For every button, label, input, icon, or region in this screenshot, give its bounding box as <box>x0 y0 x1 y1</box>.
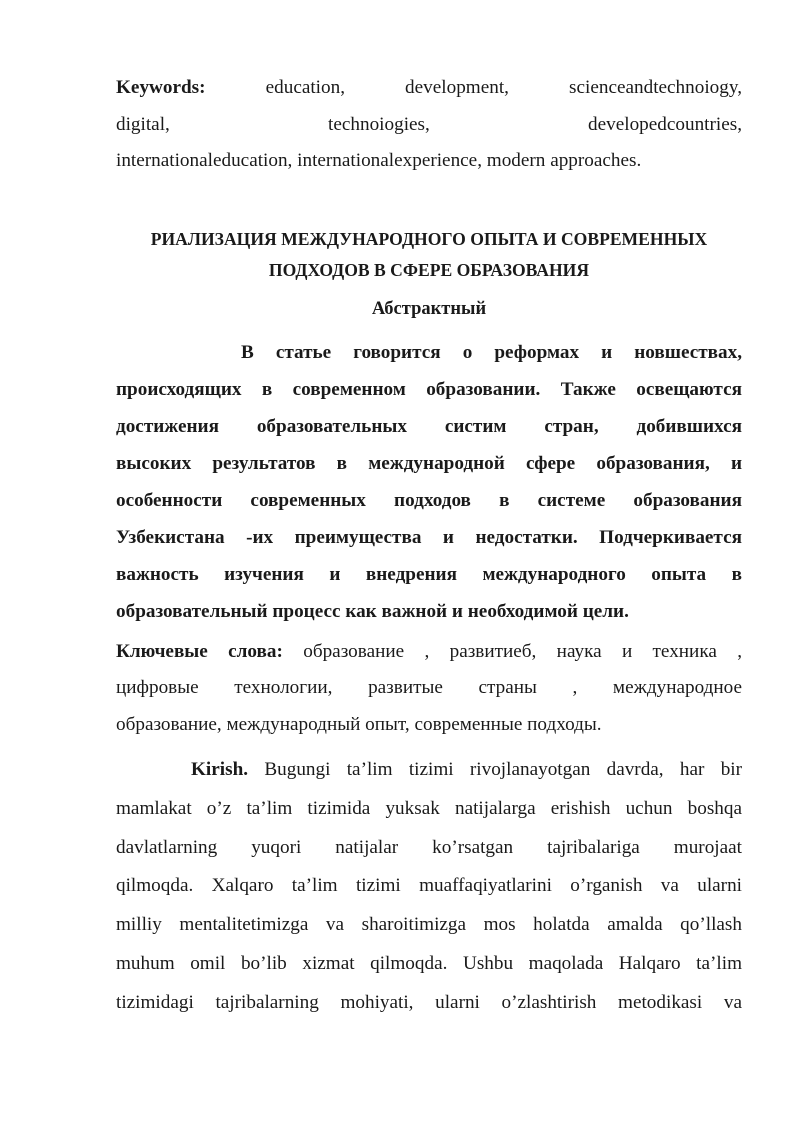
keywords-ru-line-3: образование, международный опыт, современные подходы. <box>116 713 602 735</box>
intro-label: Kirish. <box>191 759 249 780</box>
intro-line-6: muhum omil bo’lib xizmat qilmoqda. Ushbu maqolada Halqaro ta’lim <box>116 952 742 974</box>
intro-line-2: mamlakat o’z ta’lim tizimida yuksak natijalarga erishish uchun boshqa <box>116 797 742 819</box>
keywords-en-label: Keywords: <box>116 77 206 98</box>
intro-line-1 <box>116 751 742 790</box>
title-line-2: ПОДХОДОВ В СФЕРЕ ОБРАЗОВАНИЯ <box>268 259 590 280</box>
keywords-ru-line-2: цифровые технологии, развитые страны , международное <box>116 677 742 698</box>
keywords-en-line-2: digital, technoiogies, developedcountries, <box>116 113 742 135</box>
intro-line-7: tizimidagi tajribalarning mohiyati, ularni o’zlashtirish metodikasi va <box>116 991 742 1013</box>
intro-line-3: davlatlarning yuqori natijalar ko’rsatgan tajribalariga murojaat <box>116 836 742 858</box>
keywords-en-line-1 <box>116 70 742 107</box>
keywords-ru-block <box>116 634 742 744</box>
keywords-ru-text-1: образование , развитиеб, наука и техника , <box>303 640 742 662</box>
abstract-line-4: высоких результатов в международной сфере образования, и <box>116 452 742 474</box>
intro-line-4: qilmoqda. Xalqaro ta’lim tizimi muaffaqiyatlarini o’rganish va ularni <box>116 875 742 897</box>
intro-text-1: Bugungi ta’lim tizimi rivojlanayotgan davrda, har bir <box>264 759 742 780</box>
title-line-1: РИАЛИЗАЦИЯ МЕЖДУНАРОДНОГО ОПЫТА И СОВРЕМЕННЫХ <box>150 228 708 249</box>
abstract-line-7: важность изучения и внедрения международного опыта в <box>116 563 742 585</box>
abstract-line-5: особенности современных подходов в системе образования <box>116 489 742 511</box>
introduction-section <box>116 751 742 1023</box>
abstract-line-8: образовательный процесс как важной и необходимой цели. <box>116 600 629 622</box>
abstract-body <box>116 334 742 630</box>
keywords-en-text-1: education, development, scienceandtechnoiogy, <box>265 77 742 98</box>
abstract-line-6: Узбекистана -их преимущества и недостатки. Подчеркивается <box>116 526 742 548</box>
abstract-line-3: достижения образовательных систим стран, добившихся <box>116 415 742 437</box>
abstract-heading: Абстрактный <box>371 298 487 319</box>
keywords-en-block <box>116 70 742 180</box>
intro-line-5: milliy mentalitetimizga va sharoitimizga mos holatda amalda qo’llash <box>116 914 742 936</box>
abstract-line-1: В статье говорится о реформах и новшествах, <box>241 341 742 363</box>
document-page <box>116 70 742 1023</box>
keywords-ru-label: Ключевые слова: <box>116 640 283 662</box>
keywords-ru-line-1 <box>116 634 742 671</box>
keywords-en-line-3: internationaleducation, internationalexperience, modern approaches. <box>116 150 642 171</box>
article-title <box>116 224 742 286</box>
abstract-line-2: происходящих в современном образовании. Также освещаются <box>116 378 742 400</box>
